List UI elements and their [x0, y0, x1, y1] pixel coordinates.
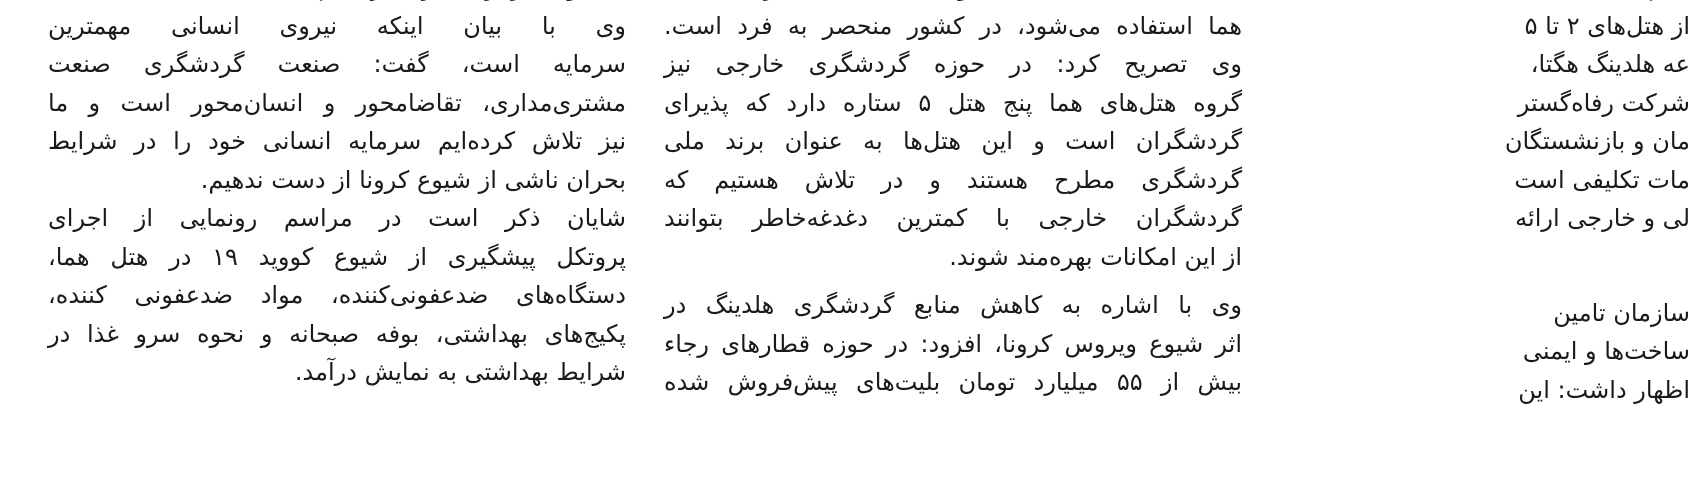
- text-line: وی تصریح کرد: در حوزه گردشگری خارجی نیز: [664, 50, 1242, 78]
- text-line: گردشگری مطرح هستند و در تلاش هستیم که: [664, 165, 1242, 194]
- text-line: سازمان تامین: [1553, 298, 1690, 327]
- text-line: نیز تلاش کرده‌ایم سرمایه انسانی خود را در شرایط: [48, 127, 626, 155]
- text-line: گروه هتل‌های هما پنج هتل ۵ ستاره دارد که پذیرای: [664, 88, 1242, 117]
- text-line: هما استفاده می‌شود، در کشور منحصر به فرد است.: [664, 11, 1242, 40]
- article-column-middle: [664, 0, 1242, 402]
- text-line: از هتل‌های ۲ تا ۵: [1524, 11, 1690, 40]
- text-line: لی و خارجی ارائه: [1515, 204, 1690, 232]
- text-line: مات تکلیفی است: [1514, 165, 1690, 194]
- text-line: بحران ناشی از شیوع کرونا از دست ندهیم.: [200, 165, 626, 194]
- text-line: شرکت رفاه‌گستر: [1517, 88, 1690, 117]
- text-line: گردشگران است و این هتل‌ها به عنوان برند ملی: [664, 127, 1242, 155]
- text-line: پکیج‌های بهداشتی، بوفه صبحانه و نحوه سرو غذا در: [48, 319, 626, 348]
- text-line: مان و بازنشستگان: [1504, 127, 1690, 155]
- text-line: سرمایه است، گفت: صنعت گردشگری صنعت: [48, 50, 626, 78]
- text-line: ساخت‌ها و ایمنی: [1522, 337, 1690, 365]
- text-line: دستگاه‌های ضدعفونی‌کننده، مواد ضدعفونی کننده،: [48, 281, 626, 309]
- text-line: شایان ذکر است در مراسم رونمایی از اجرای: [48, 204, 626, 232]
- text-line: از این امکانات بهره‌مند شوند.: [949, 242, 1242, 271]
- text-line: پروتکل پیشگیری از شیوع کووید ۱۹ در هتل هما،: [48, 242, 626, 271]
- text-line: [664, 0, 1242, 7]
- article-column-left: [48, 0, 626, 392]
- text-line: وی با بیان اینکه نیروی انسانی مهمترین: [48, 11, 626, 40]
- text-line: شرایط بهداشتی به نمایش درآمد.: [294, 358, 626, 386]
- text-line: اظهار داشت: این: [1518, 375, 1690, 404]
- paragraph-gap: [1290, 238, 1690, 294]
- text-line: گردشگران خارجی با کمترین دغدغه‌خاطر بتوانند: [664, 204, 1242, 232]
- text-line: اثر شیوع ویروس کرونا، افزود: در حوزه قطارهای رجاء: [664, 329, 1242, 358]
- text-line: عه هلدینگ هگتا،: [1530, 50, 1690, 78]
- text-line: مشتری‌مداری، تقاضامحور و انسان‌محور است و ما: [48, 88, 626, 117]
- text-line: وی با اشاره به کاهش منابع گردشگری هلدینگ در: [664, 291, 1242, 319]
- article-column-right: [1290, 0, 1690, 409]
- paragraph-gap: [664, 276, 1242, 286]
- text-line: بیش از ۵۵ میلیارد تومان بلیت‌های پیش‌فروش شده: [664, 368, 1242, 396]
